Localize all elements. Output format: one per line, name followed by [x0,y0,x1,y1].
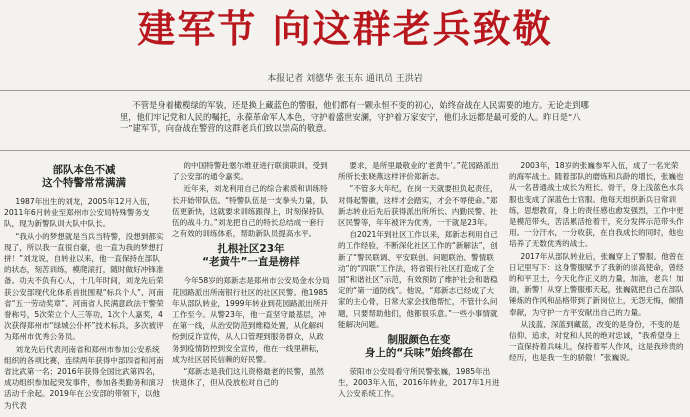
paragraph: 自2021年到社区工作以来，郑新志利用自己的工作经验，不断深化社区工作的“新解法”，创新了“警民联调、平安联创、问题联治、警情联动”的“四联”工作法，将省银行社区打造成了全国“和谐社区”示范，有效预防了维护社会和谐稳定的“第一道防线”。他说，“郑新志已经成了大家的主心骨，日常大家会找他帮忙，不管什么问题，只要帮助他们，他都很乐意。”一些小事情就能解决问题。 [338,230,498,329]
paragraph: 2003年，18岁的张巍参军入伍，成了一名光荣的海军战士。随着部队的磨炼和兵龄的增长，张巍也从一名普通战士成长为班长、骨干，身上浅蓝色水兵服也变成了深蓝色士官服。他每天组织新兵日常训练，思想教育，身上的责任感也愈发强烈，工作中更是模范带头，苦活累活抢着干，充分发挥示范带头作用。一分汗水，一分收获，在自我成长的同时，他也培养了无数优秀的战士。 [509,161,684,249]
byline: 本报记者 刘德华 张玉东 通讯员 王洪岩 [267,74,423,84]
paragraph: 近年来，刘龙利用自己的综合素质和训练特长开始带队伍。“特警队伍是一支拳头力量，队伍更新快，这就要求训练跟得上，时刻保持队伍的战斗力。”刘龙把自己的特长总结成一套行之有效的训练体系，帮助新队员提高水平。 [172,184,328,239]
divider-lead [0,150,690,151]
lead-text: 不管是身着橄榄绿的军装，还是换上藏蓝色的警服，他们都有一颗永恒不变的初心，始终奋战在人民需要的地方。无论走到哪里，他们牢记党和人民的嘱托，永葆革命军人本色，守护着盛世安澜，守护着万家安宁，他们永远都是最可爱的人。昨日是“八一”建军节，向奋战在警营的这群老兵们致以崇高的敬意。 [120,100,589,133]
subhead-line-1: 扎根社区23年 [217,243,285,256]
subhead-liu-long [4,164,164,190]
paragraph: 1987年出生的刘龙，2005年12月入伍，2011年6月转业至郑州市公安局特殊警务支队，现为新警队训大队中队长。 [4,197,155,229]
paragraph: “郑新志是我们这儿资格最老的民警，虽然快退休了，但从没放松对自己的 [172,367,325,388]
subhead-line-2: 身上的“兵味”始终都在 [364,347,474,360]
subhead-line-1: 部队本色不减 [52,164,116,176]
subhead-line-2: “老黄牛”一直是榜样 [202,256,300,269]
subhead-line-1: 制服颜色在变 [387,334,451,347]
paragraph: 从浅蓝、深蓝到藏蓝，改变的是身份，不变的是信仰、追求，对党和人民的绝对忠诚，“我希望身上一直保持着兵味儿，保持着军人作风，这是我珍贵的经历，也是我一生的骄傲！”张巍说。 [509,319,684,363]
paragraph: 要求，是所里最敬业的‘老黄牛’。”花园路派出所所长张晓燕这样评价郑新志。 [338,161,499,182]
paragraph: “我从小的梦想就是当兵当特警，没想到都实现了，所以我一直很自豪，也一直为我的梦想打拼！”刘龙说，自转业以来，他一直保持在部队的状态，刻苦训练，模爬滚打，随时做好冲锋准备。功夫不负有心人，十几年时间，刘龙先后荣获公安部现代化体系首批围观“标兵个人”、河南省“五一劳动奖章”、河南省人民满意政法干警荣誉称号，5次荣立个人三等功，1次个人嘉奖，4次获得郑州市“绿城公仆杯”技术标兵，多次被评为郑州市优秀公务员。 [4,231,164,342]
divider-top [0,90,690,91]
subhead-zheng-xinzhi [172,243,330,269]
subhead-zhang-wei [338,334,500,360]
page-headline: 建军节 向这群老兵致敬 [137,7,553,51]
paragraph: “不管多大年纪，在岗一天就要担负起责任，对得起警徽，这样才会踏实，才会不辱使命。”郑新志转业后先后获得派出所所长、内勤民警、社区民警等，年年被评为优秀，一干就是23年。 [338,184,498,228]
column-4 [509,160,685,417]
column-2 [172,160,330,417]
column-1 [4,160,164,417]
column-3 [338,160,500,417]
lead-paragraph [120,100,590,135]
paragraph: 刘龙先后代表河南省和郑州市参加公安系统组织的各项比赛，连续两年获得中部四省和河南省比武第一名；2016年获得全国比武第四名，成功组织参加起突发事件，参加各类勤务和演习活动千余起。2019年在公安部的带领下，以他为代表 [4,344,164,410]
paragraph: 2017年从部队转业后，张巍穿上了警服。他曾在日记里写下：这身警服赋予了我新的崇高使命，曾经的和平卫士，今天化作正义的力量，加油，老兵！加油，新警！从穿上警服那天起，张巍就把自己在部队锤炼的作风和品格带到了新岗位上，无怨无悔，倾情奉献，为守护一方平安献出自己的力量。 [509,251,684,317]
paragraph: 今年58岁的郑新志是郑州市公安局金水分局花园路派出所南银行社区的社区民警。他1985年从部队转业，1999年转业到花园路派出所开工作至今。从警23年，他一直坚守最基层，冲在第一线，从治安防范到维稳处置，从化解纠纷到反诈宣传，从人口管理到服务群众，从政务到疫情防控到安全宣传，他在一线里耕耘，成为社区居民信赖的好民警。 [172,276,330,364]
paragraph: 荥阳市公安局看守所民警张巍，1985年出生，2003年入伍，2016年转业，2017年1月进入公安系统工作。 [338,367,500,399]
subhead-line-2: 这个特警常常满满 [42,177,126,189]
paragraph: 的中国特警赴塞尔维亚进行联演联训，受到了公安部的通令嘉奖。 [172,161,328,182]
